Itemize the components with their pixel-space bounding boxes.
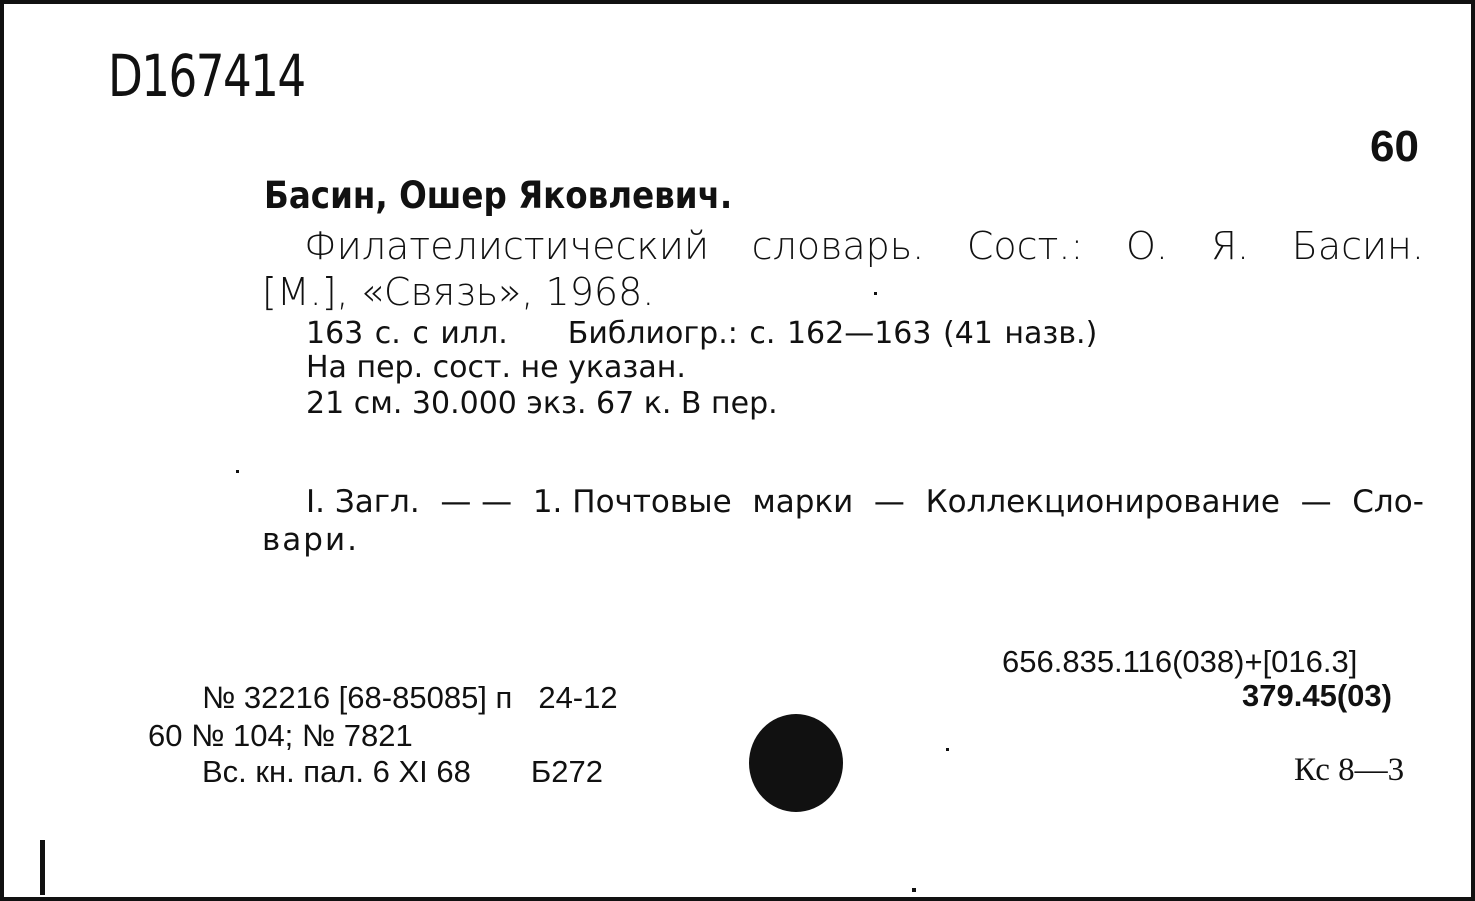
pages-bibliography-line <box>306 316 1097 351</box>
subject-part: — <box>1300 484 1332 520</box>
chamber-line <box>202 754 603 790</box>
card-numbers-line: 60 № 104; № 7821 <box>148 718 413 753</box>
title-line <box>304 224 1424 268</box>
subject-part: марки <box>752 484 854 520</box>
udc-classification: 656.835.116(038)+[016.3] <box>1002 644 1358 679</box>
title-word: Филателистический <box>304 224 709 268</box>
pages-text: 163 с. с илл. <box>306 316 508 351</box>
udc-classification-secondary: 379.45(03) <box>1242 678 1392 713</box>
title-word: Я. <box>1210 224 1250 268</box>
punch-hole <box>749 714 843 812</box>
control-number-line <box>202 680 618 716</box>
speck <box>912 888 916 892</box>
chamber-code: Б272 <box>530 754 603 789</box>
subject-part: I. Загл. <box>306 484 420 520</box>
publication-line: [М.], «Связь», 1968. <box>262 270 655 314</box>
speck <box>236 470 239 473</box>
order-code: 24-12 <box>538 680 618 715</box>
shelf-number: 60 <box>1370 122 1419 171</box>
bibliography-text: Библиогр.: с. 162—163 (41 назв.) <box>567 316 1098 351</box>
chamber-date: Вс. кн. пал. 6 XI 68 <box>202 754 471 789</box>
edge-mark <box>40 840 45 895</box>
subject-part: 1. Почтовые <box>532 484 732 520</box>
handwritten-accession-number: D167414 <box>108 42 305 110</box>
subject-part: — — <box>440 484 513 520</box>
physical-description-line: 21 см. 30.000 экз. 67 к. В пер. <box>306 386 778 421</box>
title-word: Басин. <box>1291 224 1424 268</box>
speck <box>946 748 949 751</box>
speck <box>874 292 877 295</box>
author-heading: Басин, Ошер Яковлевич. <box>264 174 733 217</box>
subject-part: — <box>873 484 905 520</box>
order-number: № 32216 [68-85085] п <box>202 680 513 715</box>
title-word: словарь. <box>751 224 925 268</box>
subject-headings-line <box>306 484 1424 520</box>
ks-code: Кс 8—3 <box>1294 752 1405 788</box>
subject-part: Сло- <box>1352 484 1424 520</box>
subject-part: Коллекционирование <box>925 484 1280 520</box>
note-line: На пер. сост. не указан. <box>306 350 686 385</box>
title-word: О. <box>1125 224 1168 268</box>
title-word: Сост.: <box>966 224 1084 268</box>
subject-headings-continuation: вари. <box>262 522 359 558</box>
